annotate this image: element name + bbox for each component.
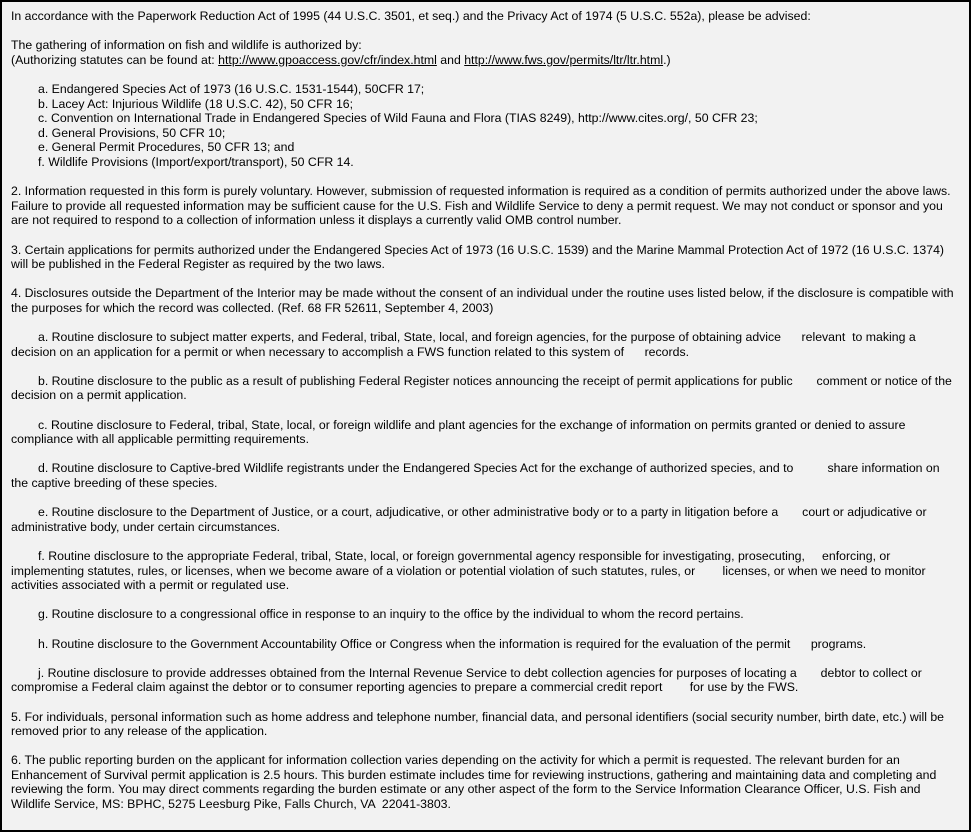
statute-item-e: e. General Permit Procedures, 50 CFR 13; and xyxy=(38,140,295,155)
statutes-note xyxy=(11,53,960,68)
disclosure-item-h: h. Routine disclosure to the Government Accountability Office or Congress when the information is required for the evaluation of the permit programs. xyxy=(38,636,867,651)
paragraph-6: 6. The public reporting burden on the applicant for information collection varies depending on the activity for which a permit is requested. The relevant burden for an Enhancement of Survival permit application is 2.5 hours. This burden estimate includes time for reviewing instructions, gathering and maintaining data and completing and reviewing the form. You may direct comments regarding the burden estimate or any other aspect of the form to the Service Information Clearance Officer, U.S. Fish and Wildlife Service, MS: BPHC, 5275 Leesburg Pike, Falls Church, VA 22041-3803. xyxy=(11,753,940,812)
paragraph-2: 2. Information requested in this form is purely voluntary. However, submission of requested information is required as a condition of permits authorized under the above laws. Failure to provide all requested information may be sufficient cause for the U.S. Fish and Wildlife Service to deny a permit request. We may not conduct or sponsor and you are not required to respond to a collection of information unless it displays a currently valid OMB control number. xyxy=(11,184,955,228)
fws-permits-link[interactable]: http://www.fws.gov/permits/ltr/ltr.html xyxy=(464,52,664,67)
statute-item-c: c. Convention on International Trade in Endangered Species of Wild Fauna and Flora (TIAS 8249), http://www.cites.org/, 50 CFR 23; xyxy=(38,111,758,126)
authorization-line: The gathering of information on fish and wildlife is authorized by: xyxy=(11,38,362,53)
disclosure-item-d: d. Routine disclosure to Captive-bred Wildlife registrants under the Endangered Species Act for the exchange of authorized species, and to share information on the captive breeding of these species. xyxy=(11,461,944,490)
disclosure-item-a: a. Routine disclosure to subject matter experts, and Federal, tribal, State, local, and foreign agencies, for the purpose of obtaining advice relevant to making a decision on an application for a permit or when necessary to accomplish a FWS function related to this system of records. xyxy=(11,330,920,359)
statutes-note-prefix: (Authorizing statutes can be found at: xyxy=(11,52,219,67)
statute-item-a: a. Endangered Species Act of 1973 (16 U.S.C. 1531-1544), 50CFR 17; xyxy=(38,81,425,96)
paragraph-5: 5. For individuals, personal information such as home address and telephone number, financial data, and personal identifiers (social security number, birth date, etc.) will be removed prior to any release of the application. xyxy=(11,709,948,739)
statute-item-d: d. General Provisions, 50 CFR 10; xyxy=(38,125,226,140)
gpoaccess-link[interactable]: http://www.gpoaccess.gov/cfr/index.html xyxy=(218,52,437,67)
disclosure-item-c: c. Routine disclosure to Federal, tribal, State, local, or foreign wildlife and plant agencies for the exchange of information on permits granted or denied to assure compliance with all applicable permitting requirements. xyxy=(11,417,909,447)
paragraph-4: 4. Disclosures outside the Department of the Interior may be made without the consent of an individual under the routine uses listed below, if the disclosure is compatible with the purposes for which the record was collected. (Ref. 68 FR 52611, September 4, 2003) xyxy=(11,286,958,315)
disclosure-item-g: g. Routine disclosure to a congressional office in response to an inquiry to the office by the individual to whom the record pertains. xyxy=(38,607,744,622)
disclosure-item-f: f. Routine disclosure to the appropriate Federal, tribal, State, local, or foreign governmental agency responsible for investigating, prosecuting, enforcing, or implementing statutes, rules, or licenses, when we become aware of a violation or potential violation of such statutes, rules, or licenses, or when we need to monitor activities associated with a permit or regulated use. xyxy=(11,548,929,593)
disclosure-item-j: j. Routine disclosure to provide addresses obtained from the Internal Revenue Service to debt collection agencies for purposes of locating a debtor to collect or compromise a Federal claim against the debtor or to consumer reporting agencies to prepare a commercial credit report for use by the FWS. xyxy=(11,665,926,695)
authorization-block xyxy=(11,38,960,67)
statutes-list xyxy=(11,82,960,170)
paragraph-3: 3. Certain applications for permits authorized under the Endangered Species Act of 1973 (16 U.S.C. 1539) and the Marine Mammal Protection Act of 1972 (16 U.S.C. 1374) will be published in the Federal Register as required by the two laws. xyxy=(11,242,948,272)
statute-item-b: b. Lacey Act: Injurious Wildlife (18 U.S.C. 42), 50 CFR 16; xyxy=(38,96,354,111)
statute-item-f: f. Wildlife Provisions (Import/export/transport), 50 CFR 14. xyxy=(38,154,354,169)
disclosure-item-b: b. Routine disclosure to the public as a result of publishing Federal Register notices announcing the receipt of permit applications for public comment or notice of the decision on a permit application. xyxy=(11,373,956,403)
statutes-note-connector: and xyxy=(436,52,465,67)
disclosure-item-e: e. Routine disclosure to the Department of Justice, or a court, adjudicative, or other administrative body or to a party in litigation before a court or adjudicative or administrative body, under certain circumstances. xyxy=(11,505,930,534)
intro-paragraph: In accordance with the Paperwork Reduction Act of 1995 (44 U.S.C. 3501, et seq.) and the Privacy Act of 1974 (5 U.S.C. 552a), please be advised: xyxy=(11,9,811,23)
statutes-note-suffix: .) xyxy=(663,52,671,67)
